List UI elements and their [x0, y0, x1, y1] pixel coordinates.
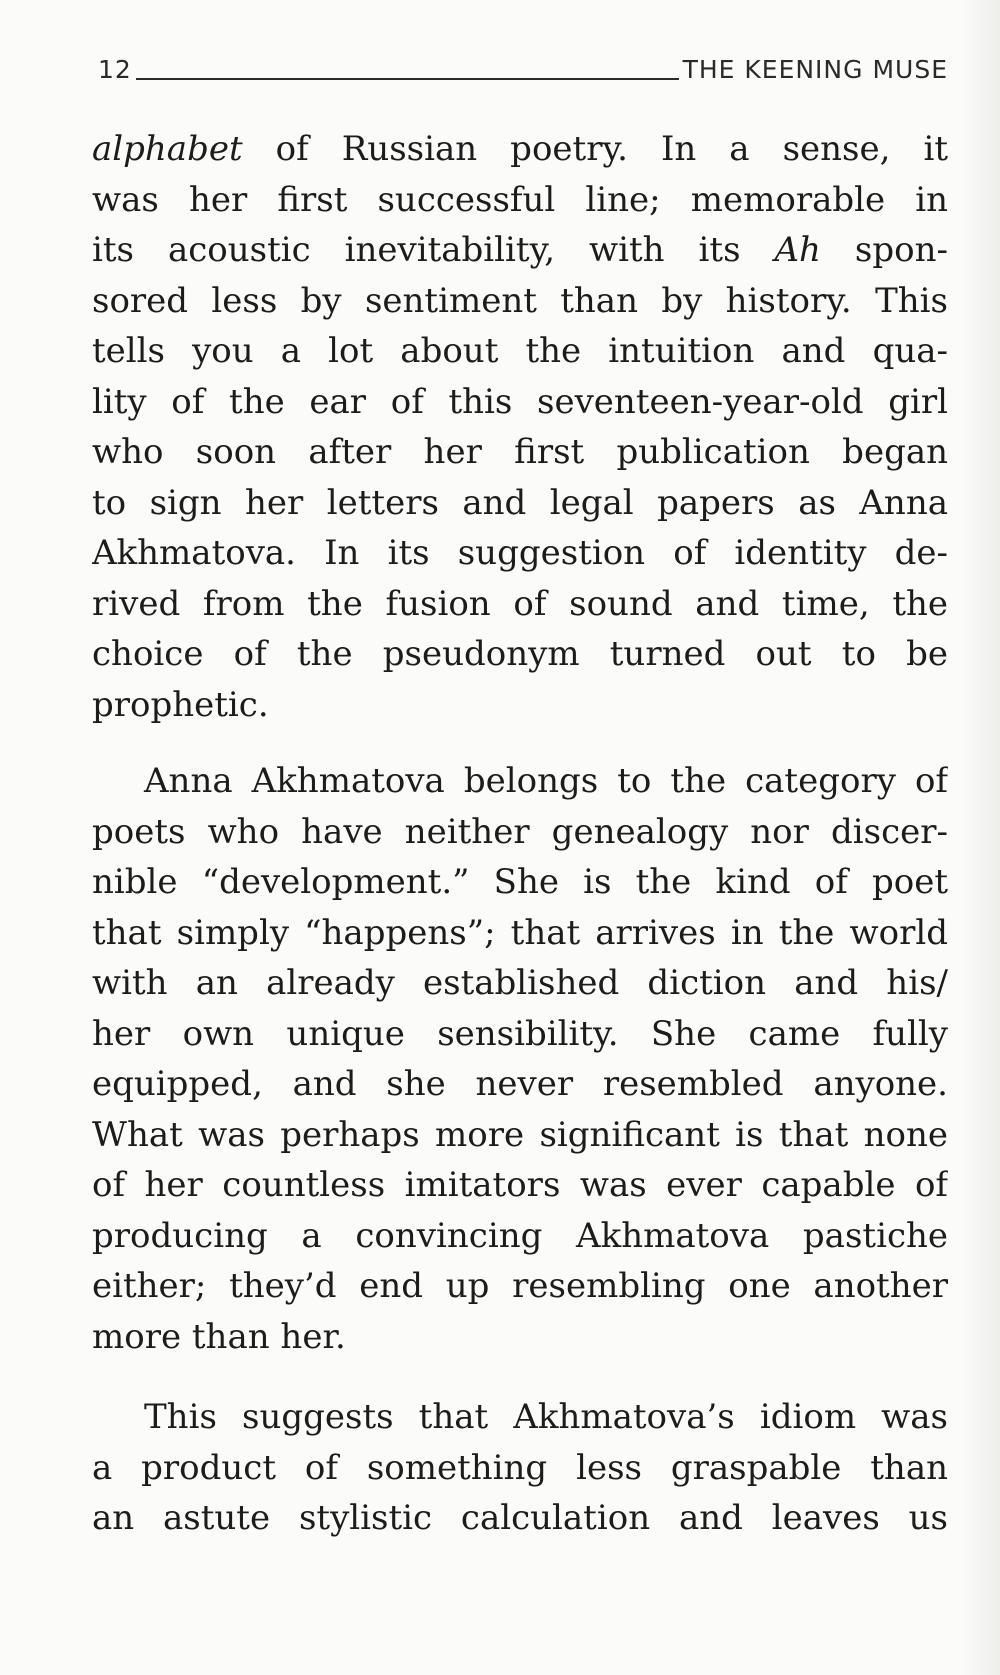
text-line [92, 377, 948, 428]
text-line [92, 1059, 948, 1110]
text-run: its acoustic inevitability, with its [92, 230, 775, 270]
text-run: was her first successful line; memorable in [92, 179, 948, 220]
running-title: THE KEENING MUSE [682, 55, 948, 84]
text-line [92, 124, 948, 175]
text-line [92, 427, 948, 478]
text-run: This suggests that Akhmatova’s idiom was [144, 1397, 948, 1437]
text-run: lity of the ear of this seventeen-year-old girl [92, 381, 948, 422]
text-run: to sign her letters and legal papers as Anna [92, 482, 948, 523]
paragraph-1 [92, 124, 948, 730]
text-line [92, 579, 948, 630]
text-line [92, 1110, 948, 1161]
text-line [92, 1493, 948, 1544]
text-line [92, 1211, 948, 1262]
paragraph-2 [92, 756, 948, 1362]
text-run: producing a convincing Akhmatova pastiche [92, 1215, 948, 1256]
text-line [92, 276, 948, 327]
text-run: either; they’d end up resembling one another [92, 1266, 948, 1306]
text-run: her own unique sensibility. She came fully [92, 1013, 948, 1054]
text-run: prophetic. [92, 684, 269, 725]
text-line [92, 225, 948, 276]
text-run: rived from the fusion of sound and time, the [92, 583, 948, 624]
text-line [92, 756, 948, 807]
text-line [92, 175, 948, 226]
italic-text-run: Ah [774, 230, 821, 270]
text-run: poets who have neither genealogy nor discer- [92, 811, 948, 852]
page-gutter-shadow [962, 0, 1000, 1675]
text-line [92, 1443, 948, 1494]
text-line [92, 958, 948, 1009]
page-number: 12 [98, 55, 132, 84]
italic-text-run: alphabet [92, 129, 243, 169]
text-run: Akhmatova. In its suggestion of identity de- [92, 533, 948, 573]
text-run: more than her. [92, 1316, 346, 1357]
text-line [92, 908, 948, 959]
text-line [92, 1392, 948, 1443]
text-run: of her countless imitators was ever capable of [92, 1165, 948, 1205]
text-run: Anna Akhmatova belongs to the category of [144, 761, 948, 801]
text-run: that simply “happens”; that arrives in the world [92, 912, 948, 953]
text-line [92, 629, 948, 680]
text-run: choice of the pseudonym turned out to be [92, 634, 948, 674]
text-line [92, 1312, 948, 1363]
text-line [92, 857, 948, 908]
text-run: sored less by sentiment than by history. This [92, 280, 948, 321]
text-run: equipped, and she never resembled anyone. [92, 1064, 948, 1104]
text-run: an astute stylistic calculation and leaves us [92, 1498, 948, 1538]
paragraph-3 [92, 1392, 948, 1544]
text-line [92, 1261, 948, 1312]
text-run: spon- [820, 230, 948, 270]
text-line [92, 1160, 948, 1211]
text-run: What was perhaps more significant is that none [92, 1114, 948, 1155]
text-line [92, 528, 948, 579]
text-run: of Russian poetry. In a sense, it [242, 129, 948, 169]
text-line [92, 680, 948, 731]
text-run: a product of something less graspable than [92, 1447, 948, 1488]
text-run: nible “development.” She is the kind of poet [92, 862, 948, 902]
text-run: with an already established diction and his/ [92, 963, 948, 1003]
text-line [92, 807, 948, 858]
text-line [92, 326, 948, 377]
running-head [98, 52, 948, 82]
text-line [92, 1009, 948, 1060]
text-run: who soon after her first publication began [92, 432, 948, 472]
header-rule [136, 78, 679, 80]
text-line [92, 478, 948, 529]
text-run: tells you a lot about the intuition and qua- [92, 331, 948, 371]
